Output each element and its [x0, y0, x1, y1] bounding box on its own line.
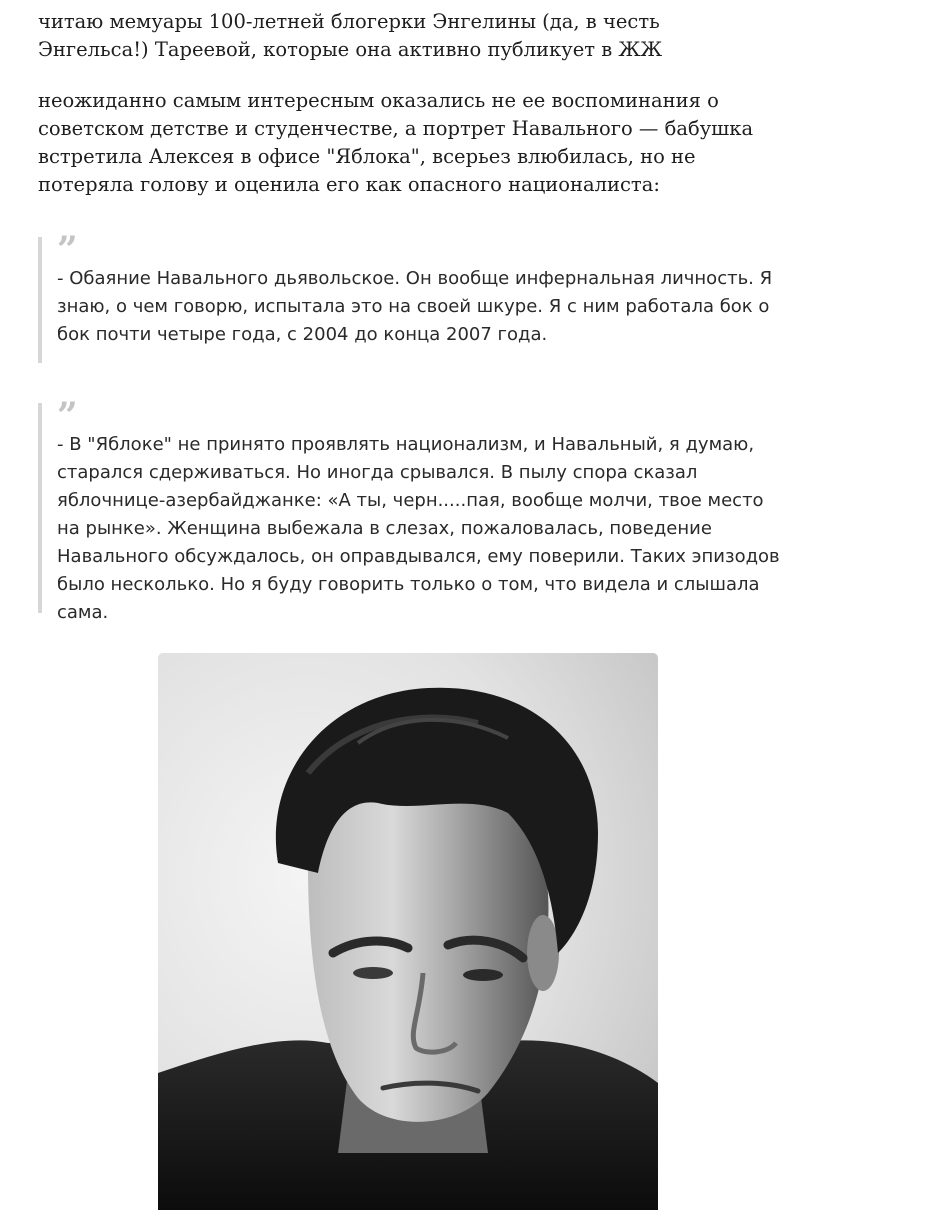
portrait-photo[interactable] [158, 653, 658, 1210]
blockquote [38, 395, 783, 623]
quote-mark-icon: ” [57, 229, 75, 271]
portrait-image [158, 653, 658, 1210]
quote-text: - Обаяние Навального дьявольское. Он вообще инфернальная личность. Я знаю, о чем говорю, испытала это на своей шкуре. Я с ним работала бок о бок почти четыре года, с 2004 до конца 2007 года. [57, 268, 773, 345]
article-paragraph: неожиданно самым интересным оказались не ее воспоминания о советском детстве и студенчестве, а портрет Навального — бабушка встретила Алексея в офисе "Яблока", всерьез влюбилась, но не потеряла голову и оценила его как опасного националиста: [38, 89, 754, 196]
quote-mark-icon: ” [57, 395, 75, 437]
blockquote [38, 229, 783, 363]
article-paragraph: читаю мемуары 100-летней блогерки Энгелины (да, в честь Энгельса!) Тареевой, которые она активно публикует в ЖЖ [38, 10, 663, 61]
quote-text: - В "Яблоке" не принято проявлять национализм, и Навальный, я думаю, старался сдерживаться. Но иногда срывался. В пылу спора сказал яблочнице-азербайджанке: «А ты, черн.....пая, вообще молчи, твое место на рынке». Женщина выбежала в слезах, пожаловалась, поведение Навального обсуждалось, он оправдывался, ему поверили. Таких эпизодов было несколько. Но я буду говорить только о том, что видела и слышала сама. [57, 434, 780, 623]
